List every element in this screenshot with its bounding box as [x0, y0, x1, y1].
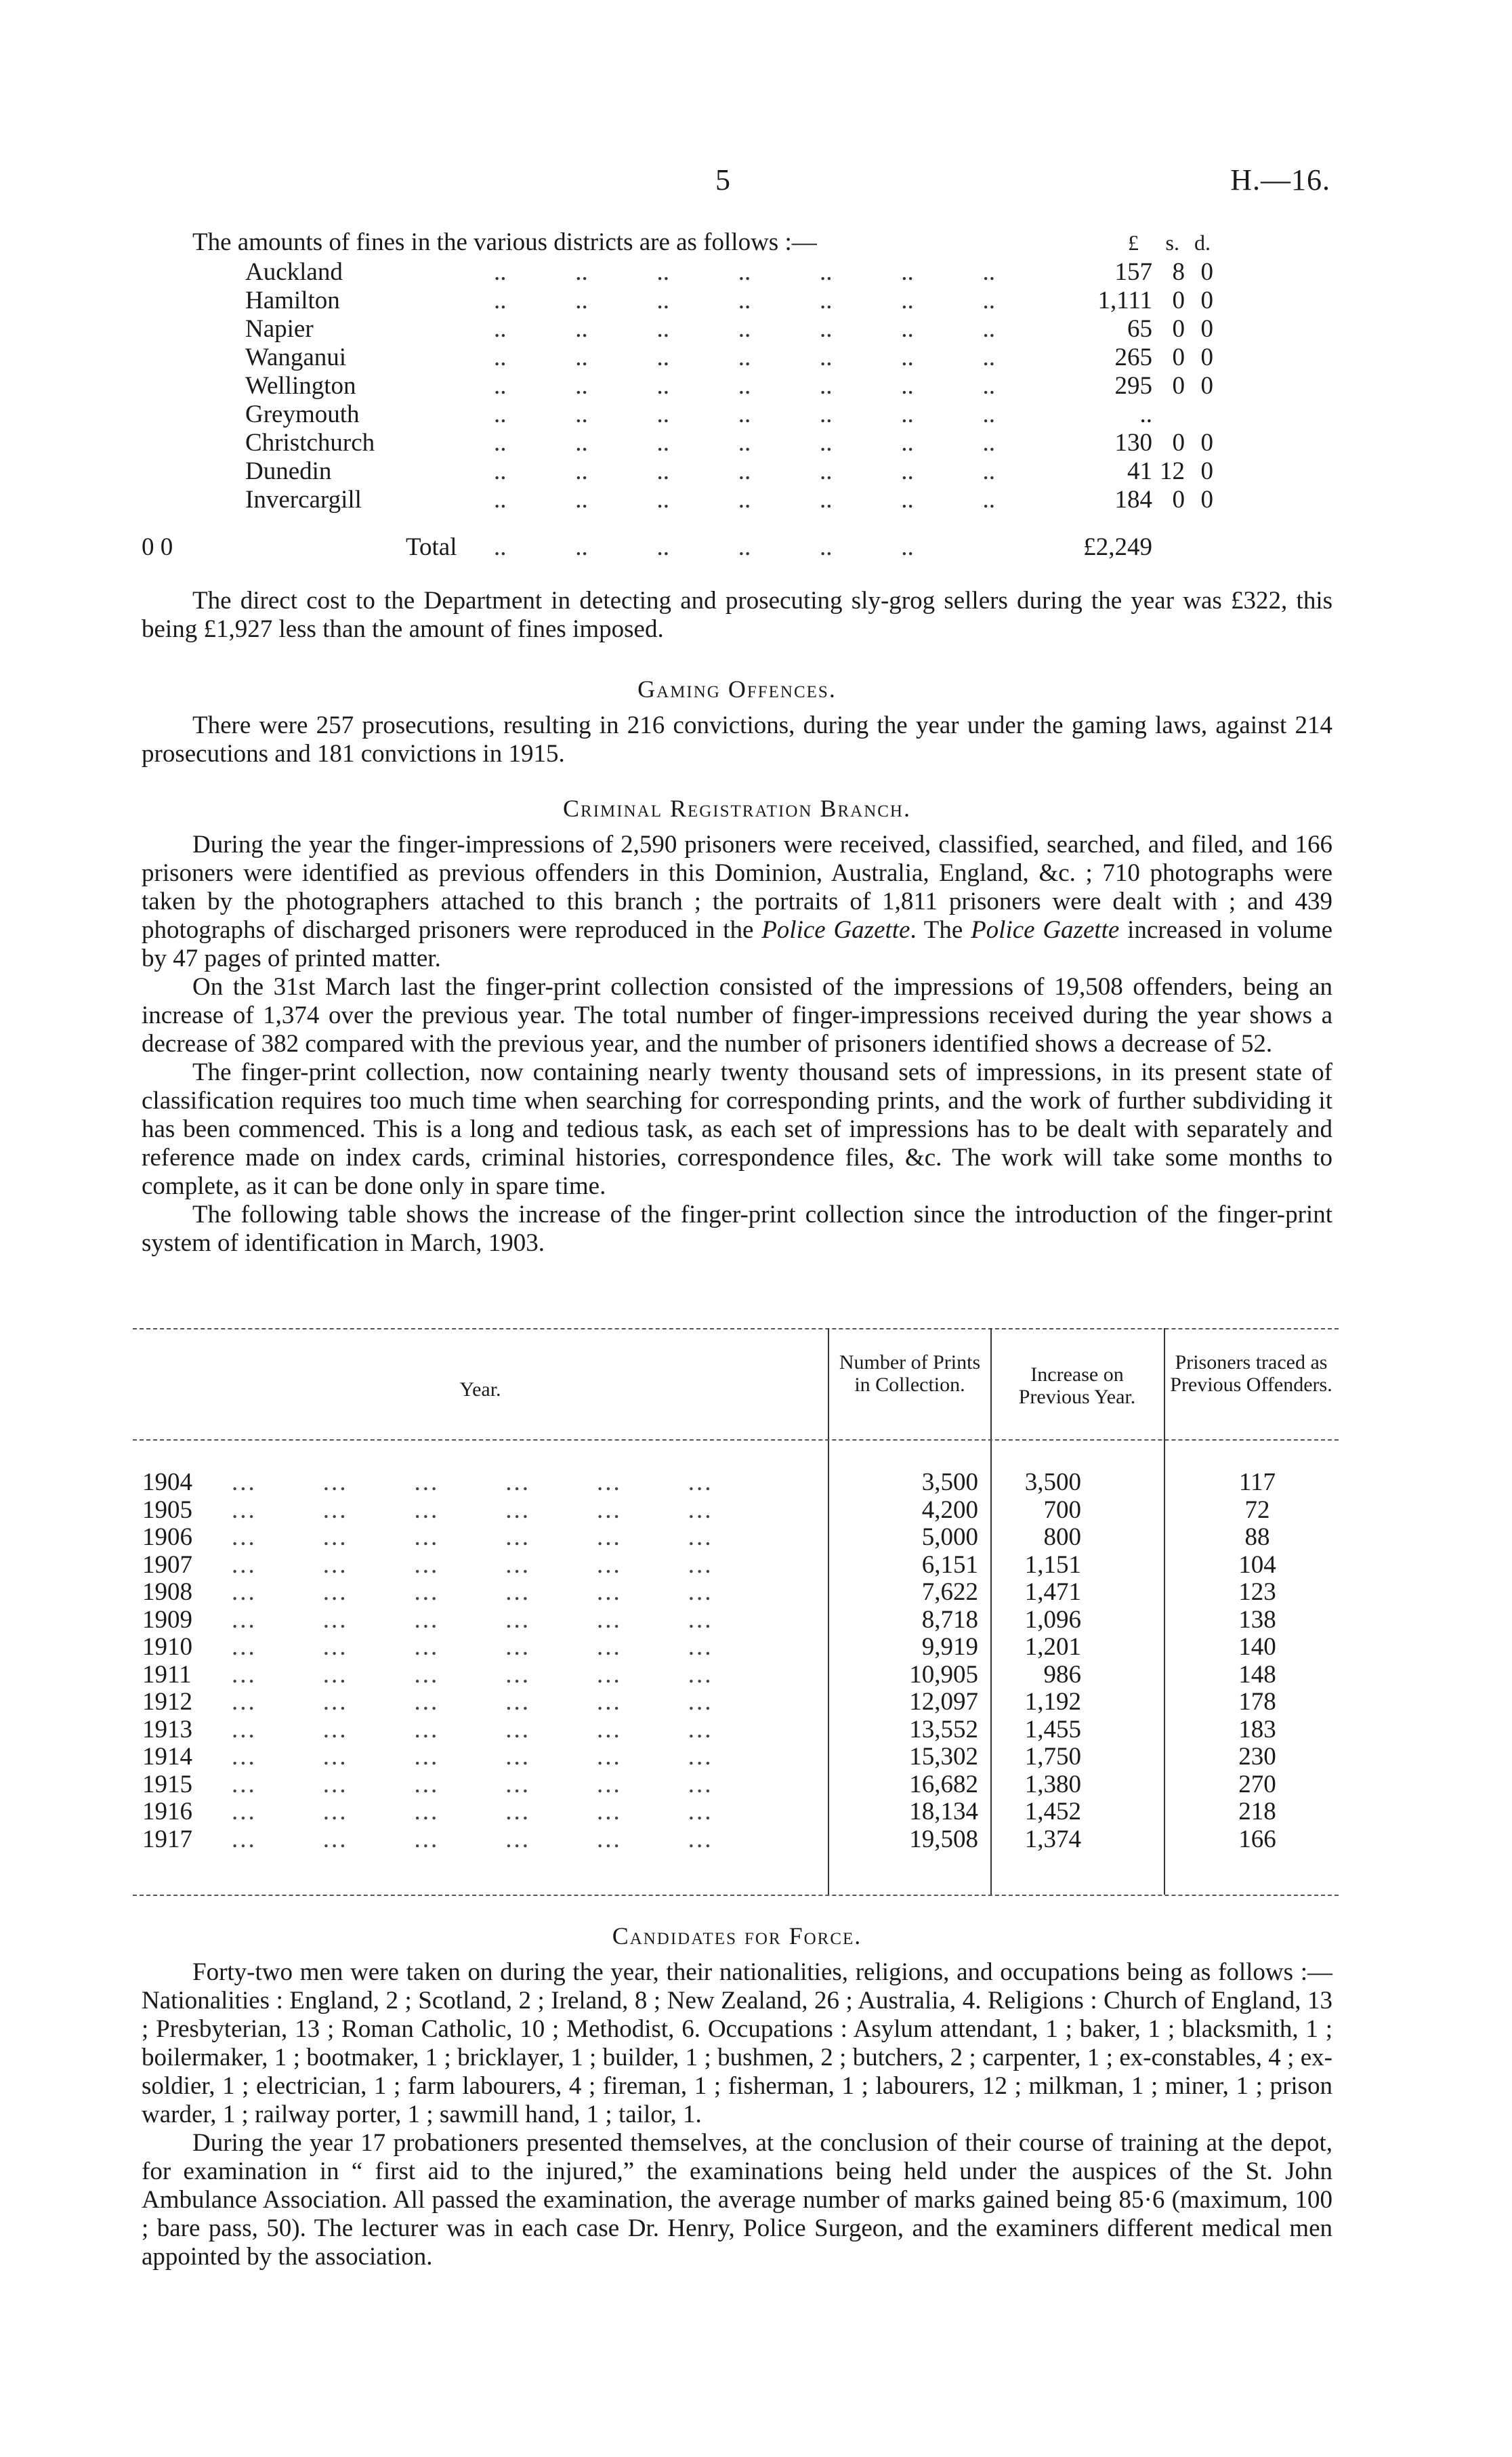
criminal-registration-section [142, 794, 1332, 1258]
fine-pence: 0 [1200, 315, 1213, 343]
fine-row [142, 286, 1253, 314]
table-row [133, 1632, 1339, 1659]
row-increase: 1,471 [1024, 1578, 1081, 1606]
fines-list [142, 228, 1253, 561]
row-increase: 3,500 [1024, 1468, 1081, 1496]
row-year: 1914 [142, 1743, 192, 1771]
row-traced: 230 [1238, 1743, 1276, 1771]
dot-leader: .. .. .. .. .. .. .. [494, 287, 995, 314]
table-row [133, 1742, 1339, 1769]
dot-leader: .. .. .. .. .. .. .. [494, 315, 995, 343]
criminal-registration-paragraph-4: The following table shows the increase of the finger-print collection since the introduction of the finger-print system of identification in March, 1903. [142, 1201, 1332, 1257]
fine-row [142, 428, 1253, 457]
criminal-registration-paragraph-2: On the 31st March last the finger-print collection consisted of the impressions of 19,508 offenders, being an increase of 1,374 over the previous year. The total number of finger-impressions received during the year shows a decrease of 382 compared with the previous year, and the number of prisoners identified shows a decrease of 52. [142, 973, 1332, 1058]
fines-total-pounds: £2,249 [1083, 533, 1152, 561]
dot-leader: ... ... ... ... ... ... [232, 1605, 713, 1634]
fines-intro-text: The amounts of fines in the various districts are as follows :— [192, 228, 817, 256]
district-name: Napier [245, 315, 314, 343]
row-year: 1909 [142, 1605, 192, 1634]
fine-shillings: 0 [1172, 287, 1185, 314]
fingerprint-table [133, 1328, 1339, 1895]
fine-row [142, 485, 1253, 514]
row-increase: 1,750 [1024, 1743, 1081, 1771]
dot-leader: ... ... ... ... ... ... [232, 1715, 713, 1743]
candidates-paragraph-2: During the year 17 probationers presented themselves, at the conclusion of their course of training at the depot, for examination in “ first aid to the injured,” the examinations being held under the auspices of the St. John Ambulance Association. All passed the examination, the average number of marks gained being 85·6 (maximum, 100 ; bare pass, 50). The lecturer was in each case Dr. Henry, Police Surgeon, and the examiners different medical men appointed by the association. [142, 2129, 1332, 2271]
row-prints: 4,200 [921, 1495, 978, 1524]
criminal-registration-paragraph-3: The finger-print collection, now containing nearly twenty thousand sets of impressions, in its present state of classification requires too much time when searching for corresponding prints, and the work of further subdividing it has been commenced. This is a long and tedious task, as each set of impressions has to be dealt with separately and reference made on index cards, criminal histories, correspondence files, &c. The work will take some months to complete, as it can be done only in spare time. [142, 1058, 1332, 1200]
dot-leader: ... ... ... ... ... ... [232, 1578, 713, 1606]
police-gazette-title: Police Gazette [761, 916, 910, 944]
fine-row [142, 314, 1253, 343]
dot-leader: ... ... ... ... ... ... [232, 1523, 713, 1551]
table-header-rule [133, 1439, 1339, 1441]
dot-leader: .. .. .. .. .. .. .. [494, 486, 995, 514]
fine-shillings: 0 [1172, 372, 1185, 400]
fine-shillings: 12 [1160, 457, 1185, 485]
fines-total-row [142, 533, 1253, 561]
row-increase: 1,151 [1024, 1550, 1081, 1579]
fines-intro [142, 228, 1253, 257]
row-traced: 123 [1238, 1578, 1276, 1606]
fine-row [142, 257, 1253, 286]
table-row [133, 1715, 1339, 1742]
fine-shillings: 0 [1172, 315, 1185, 343]
p1-text-b: . The [910, 916, 971, 944]
table-bottom-rule [133, 1895, 1339, 1896]
p1-text-c: increased in volume by 47 pages of printed matter. [142, 916, 1333, 972]
row-traced: 88 [1244, 1523, 1270, 1551]
row-prints: 18,134 [909, 1798, 978, 1825]
district-name: Wanganui [245, 344, 347, 371]
row-prints: 7,622 [921, 1578, 978, 1606]
row-increase: 1,455 [1024, 1715, 1081, 1743]
fine-row [142, 371, 1253, 400]
row-year: 1911 [142, 1660, 192, 1689]
row-prints: 5,000 [921, 1523, 978, 1551]
row-year: 1915 [142, 1770, 192, 1798]
row-traced: 178 [1238, 1688, 1276, 1716]
row-year: 1904 [142, 1468, 192, 1496]
pound-header: £ [1128, 230, 1139, 255]
fine-pence: 0 [1200, 372, 1213, 400]
district-name: Auckland [245, 258, 343, 286]
row-traced: 138 [1238, 1605, 1276, 1634]
header-year: Year. [459, 1378, 501, 1401]
row-increase: 1,452 [1024, 1798, 1081, 1825]
row-increase: 1,374 [1024, 1825, 1081, 1853]
row-increase: 800 [1043, 1523, 1081, 1551]
fine-pounds: 1,111 [1097, 287, 1152, 314]
row-prints: 12,097 [909, 1688, 978, 1716]
table-row [133, 1825, 1339, 1852]
fine-pounds: 184 [1114, 486, 1152, 514]
police-gazette-title: Police Gazette [971, 916, 1120, 944]
dot-leader: .. .. .. .. .. .. .. [494, 400, 995, 428]
dot-leader: .. .. .. .. .. .. .. [494, 429, 995, 457]
header-increase: Increase on Previous Year. [1018, 1363, 1136, 1408]
row-year: 1907 [142, 1550, 192, 1579]
header-prints: Number of Prints in Collection. [839, 1351, 981, 1396]
fine-shillings: 0 [1172, 429, 1185, 457]
dot-leader: .. .. .. .. .. .. [494, 533, 914, 561]
dot-leader: ... ... ... ... ... ... [232, 1798, 713, 1825]
fines-total-pence: 0 [160, 533, 173, 561]
fine-pence: 0 [1200, 429, 1213, 457]
fine-pounds: 265 [1114, 344, 1152, 371]
table-row [133, 1495, 1339, 1523]
fine-row [142, 343, 1253, 371]
dot-leader: ... ... ... ... ... ... [232, 1495, 713, 1524]
cost-section [142, 587, 1332, 644]
fine-row [142, 457, 1253, 485]
district-name: Greymouth [245, 400, 360, 428]
row-traced: 270 [1238, 1770, 1276, 1798]
header-traced: Prisoners traced as Previous Offenders. [1170, 1351, 1332, 1396]
fine-pounds: 130 [1114, 429, 1152, 457]
row-increase: 700 [1043, 1495, 1081, 1524]
district-name: Dunedin [245, 457, 332, 485]
dot-leader: ... ... ... ... ... ... [232, 1825, 713, 1853]
criminal-registration-heading: Criminal Registration Branch. [563, 795, 911, 822]
dot-leader: .. .. .. .. .. .. .. [494, 457, 995, 485]
candidates-heading: Candidates for Force. [612, 1922, 862, 1949]
candidates-section [142, 1922, 1332, 2271]
gaming-paragraph: There were 257 prosecutions, resulting in 216 convictions, during the year under the gaming laws, against 214 prosecutions and 181 convictions in 1915. [142, 711, 1332, 768]
row-prints: 3,500 [921, 1468, 978, 1496]
dot-leader: .. .. .. .. .. .. .. [494, 372, 995, 400]
district-name: Christchurch [245, 429, 375, 457]
district-name: Invercargill [245, 486, 362, 514]
dot-leader: ... ... ... ... ... ... [232, 1743, 713, 1771]
row-traced: 218 [1238, 1798, 1276, 1825]
fine-row [142, 400, 1253, 428]
row-increase: 1,201 [1024, 1633, 1081, 1661]
fine-pence: 0 [1200, 344, 1213, 371]
fine-pence: 0 [1200, 486, 1213, 514]
row-prints: 9,919 [921, 1633, 978, 1661]
table-row [133, 1523, 1339, 1550]
row-year: 1906 [142, 1523, 192, 1551]
pence-header: d. [1194, 230, 1211, 255]
document-reference: H.—16. [1230, 163, 1330, 197]
fine-pence: 0 [1200, 287, 1213, 314]
table-top-rule [133, 1328, 1339, 1329]
row-increase: 1,192 [1024, 1688, 1081, 1716]
dot-leader: .. .. .. .. .. .. .. [494, 344, 995, 371]
fines-rows [142, 257, 1253, 514]
fine-pounds: .. [1139, 400, 1152, 428]
table-row [133, 1660, 1339, 1687]
fine-pounds: 41 [1127, 457, 1152, 485]
dot-leader: .. .. .. .. .. .. .. [494, 258, 995, 286]
dot-leader: ... ... ... ... ... ... [232, 1660, 713, 1689]
row-increase: 986 [1043, 1660, 1081, 1689]
fine-shillings: 0 [1172, 486, 1185, 514]
dot-leader: ... ... ... ... ... ... [232, 1688, 713, 1716]
criminal-registration-paragraph-1 [142, 831, 1332, 973]
row-prints: 8,718 [921, 1605, 978, 1634]
row-year: 1910 [142, 1633, 192, 1661]
fines-total-label: Total [406, 533, 457, 561]
shilling-header: s. [1165, 230, 1179, 255]
row-traced: 104 [1238, 1550, 1276, 1579]
table-row [133, 1770, 1339, 1797]
fine-shillings: 0 [1172, 344, 1185, 371]
page-number: 5 [715, 163, 730, 197]
table-row [133, 1797, 1339, 1824]
table-row [133, 1577, 1339, 1605]
row-traced: 148 [1238, 1660, 1276, 1689]
row-year: 1908 [142, 1578, 192, 1606]
candidates-paragraph-1: Forty-two men were taken on during the year, their nationalities, religions, and occupations being as follows :—Nationalities : England, 2 ; Scotland, 2 ; Ireland, 8 ; New Zealand, 26 ; Australia, 4. Religions : Church of England, 13 ; Presbyterian, 13 ; Roman Catholic, 10 ; Methodist, 6. Occupations : Asylum attendant, 1 ; baker, 1 ; blacksmith, 1 ; boilermaker, 1 ; bootmaker, 1 ; bricklayer, 1 ; builder, 1 ; bushmen, 2 ; butchers, 2 ; carpenter, 1 ; ex-constables, 4 ; ex-soldier, 1 ; electrician, 1 ; farm labourers, 4 ; fireman, 1 ; fisherman, 1 ; labourers, 12 ; milkman, 1 ; miner, 1 ; prison warder, 1 ; railway porter, 1 ; sawmill hand, 1 ; tailor, 1. [142, 1958, 1332, 2128]
row-prints: 10,905 [909, 1660, 978, 1689]
row-traced: 117 [1238, 1468, 1276, 1496]
fine-shillings: 8 [1172, 258, 1185, 286]
dot-leader: ... ... ... ... ... ... [232, 1633, 713, 1661]
row-year: 1912 [142, 1688, 192, 1716]
table-row [133, 1605, 1339, 1632]
dot-leader: ... ... ... ... ... ... [232, 1468, 713, 1496]
row-year: 1913 [142, 1715, 192, 1743]
fines-total-shillings: 0 [142, 533, 154, 561]
fine-pence: 0 [1200, 457, 1213, 485]
row-year: 1917 [142, 1825, 192, 1853]
row-traced: 166 [1238, 1825, 1276, 1853]
row-traced: 140 [1238, 1633, 1276, 1661]
row-traced: 183 [1238, 1715, 1276, 1743]
fine-pence: 0 [1200, 258, 1213, 286]
row-prints: 13,552 [909, 1715, 978, 1743]
p1-text-a: During the year the finger-impressions of 2,590 prisoners were received, classified, searched, and filed, and 166 prisoners were identified as previous offenders in this Dominion, Australia, England, &c. ; 710 photographs were taken by the photographers attached to this branch ; the portraits of 1,811 prisoners were dealt with ; and 439 photographs of discharged prisoners were reproduced in the [142, 831, 1332, 944]
district-name: Wellington [245, 372, 356, 400]
row-prints: 16,682 [909, 1770, 978, 1798]
fine-pounds: 65 [1127, 315, 1152, 343]
dot-leader: ... ... ... ... ... ... [232, 1550, 713, 1579]
row-prints: 19,508 [909, 1825, 978, 1853]
row-traced: 72 [1244, 1495, 1270, 1524]
table-row [133, 1550, 1339, 1577]
district-name: Hamilton [245, 287, 340, 314]
row-prints: 6,151 [921, 1550, 978, 1579]
row-year: 1905 [142, 1495, 192, 1524]
fine-pounds: 295 [1114, 372, 1152, 400]
gaming-heading: Gaming Offences. [637, 676, 837, 703]
table-row [133, 1687, 1339, 1714]
gaming-section [142, 675, 1332, 768]
row-prints: 15,302 [909, 1743, 978, 1771]
cost-paragraph: The direct cost to the Department in detecting and prosecuting sly-grog sellers during the year was £322, this being £1,927 less than the amount of fines imposed. [142, 587, 1332, 643]
row-increase: 1,380 [1024, 1770, 1081, 1798]
fine-pounds: 157 [1114, 258, 1152, 286]
row-year: 1916 [142, 1798, 192, 1825]
dot-leader: ... ... ... ... ... ... [232, 1770, 713, 1798]
table-row [133, 1468, 1339, 1495]
row-increase: 1,096 [1024, 1605, 1081, 1634]
